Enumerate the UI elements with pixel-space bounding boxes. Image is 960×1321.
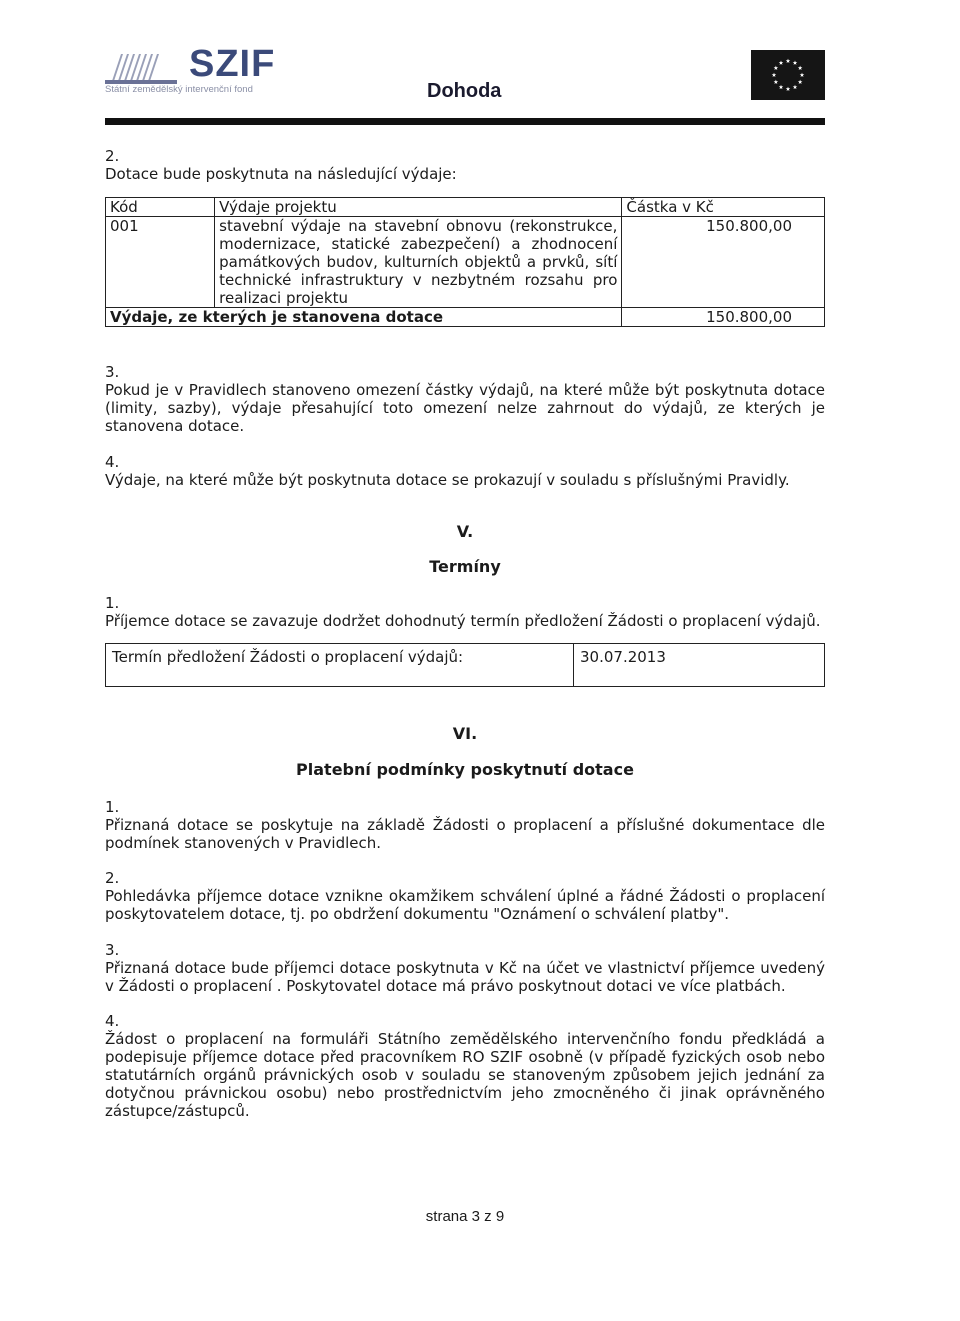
deadline-label: Termín předložení Žádosti o proplacení výdajů: [106, 644, 574, 687]
row-description: stavební výdaje na stavební obnovu (rekonstrukce, modernizace, statické zabezpečení) a zhodnocení památkových budov, kulturních objektů a prvků, sítí technické infrastruktury v nezbytném rozsahu pro realizaci projektu [215, 217, 622, 308]
section-title: Platební podmínky poskytnutí dotace [296, 760, 634, 779]
section-number: VI. [452, 724, 478, 743]
header-description: Výdaje projektu [215, 198, 622, 217]
header-amount: Částka v Kč [622, 198, 825, 217]
paragraph-text: Přiznaná dotace bude příjemci dotace poskytnuta v Kč na účet ve vlastnictví příjemce uvedený v Žádosti o proplacení . Poskytovatel dotace má právo poskytnout dotaci ve více platbách. [105, 959, 825, 995]
row-code: 001 [106, 217, 215, 308]
paragraph-text: Pokud je v Pravidlech stanoveno omezení částky výdajů, na které může být poskytnuta dotace (limity, sazby), výdaje přesahující toto omezení nelze zahrnout do výdajů, ze kterých je stanovena dotace. [105, 381, 825, 435]
section-title: Termíny [429, 557, 501, 576]
table-row [106, 644, 825, 687]
szif-logo [105, 43, 285, 98]
paragraph-text: Příjemce dotace se zavazuje dodržet dohodnutý termín předložení Žádosti o proplacení výdajů. [105, 612, 821, 630]
deadline-value: 30.07.2013 [574, 644, 825, 687]
table-row [106, 217, 825, 308]
logo-stripes-icon [105, 54, 177, 84]
table-total-row [106, 308, 825, 327]
total-amount: 150.800,00 [622, 308, 825, 327]
header-rule [105, 118, 825, 125]
table-header-row [106, 198, 825, 217]
logo-text: SZIF [189, 43, 276, 85]
paragraph-text: Pohledávka příjemce dotace vznikne okamžikem schválení úplné a řádné Žádosti o proplacení poskytovatelem dotace, tj. po obdržení dokumentu "Oznámení o schválení platby". [105, 887, 825, 923]
paragraph-number: 3. [105, 941, 120, 959]
header-code: Kód [106, 198, 215, 217]
page-number: strana 3 z 9 [425, 1208, 505, 1225]
paragraph-number: 4. [105, 1012, 120, 1030]
document-title: Dohoda [427, 80, 502, 102]
paragraph-text: Výdaje, na které může být poskytnuta dotace se prokazují v souladu s příslušnými Pravidly. [105, 471, 790, 489]
paragraph-number: 1. [105, 594, 120, 612]
paragraph-text: Přiznaná dotace se poskytuje na základě Žádosti o proplacení a příslušné dokumentace dle podmínek stanovených v Pravidlech. [105, 816, 825, 852]
paragraph-number: 1. [105, 798, 120, 816]
paragraph-number: 4. [105, 453, 120, 471]
paragraph-number: 2. [105, 869, 120, 887]
paragraph-number: 2. [105, 147, 120, 165]
paragraph-text: Žádost o proplacení na formuláři Státního zemědělského intervenčního fondu předkládá a podepisuje příjemce dotace před pracovníkem RO SZIF osobně (v případě fyzických osob nebo statutárních orgánů právnických osob v souladu se stanoveným způsobem jejich jednání za dotyčnou právnickou osobu) nebo prostřednictvím jeho zmocněného či jinak oprávněného zástupce/zástupců. [105, 1030, 825, 1120]
costs-table [105, 197, 825, 327]
total-label: Výdaje, ze kterých je stanovena dotace [106, 308, 622, 327]
section-number: V. [456, 522, 474, 541]
paragraph-text: Dotace bude poskytnuta na následující výdaje: [105, 165, 457, 183]
paragraph-number: 3. [105, 363, 120, 381]
logo-subtitle: Státní zemědělský intervenční fond [105, 84, 253, 95]
eu-flag-icon [751, 50, 825, 100]
deadline-table [105, 643, 825, 687]
row-amount: 150.800,00 [622, 217, 825, 308]
